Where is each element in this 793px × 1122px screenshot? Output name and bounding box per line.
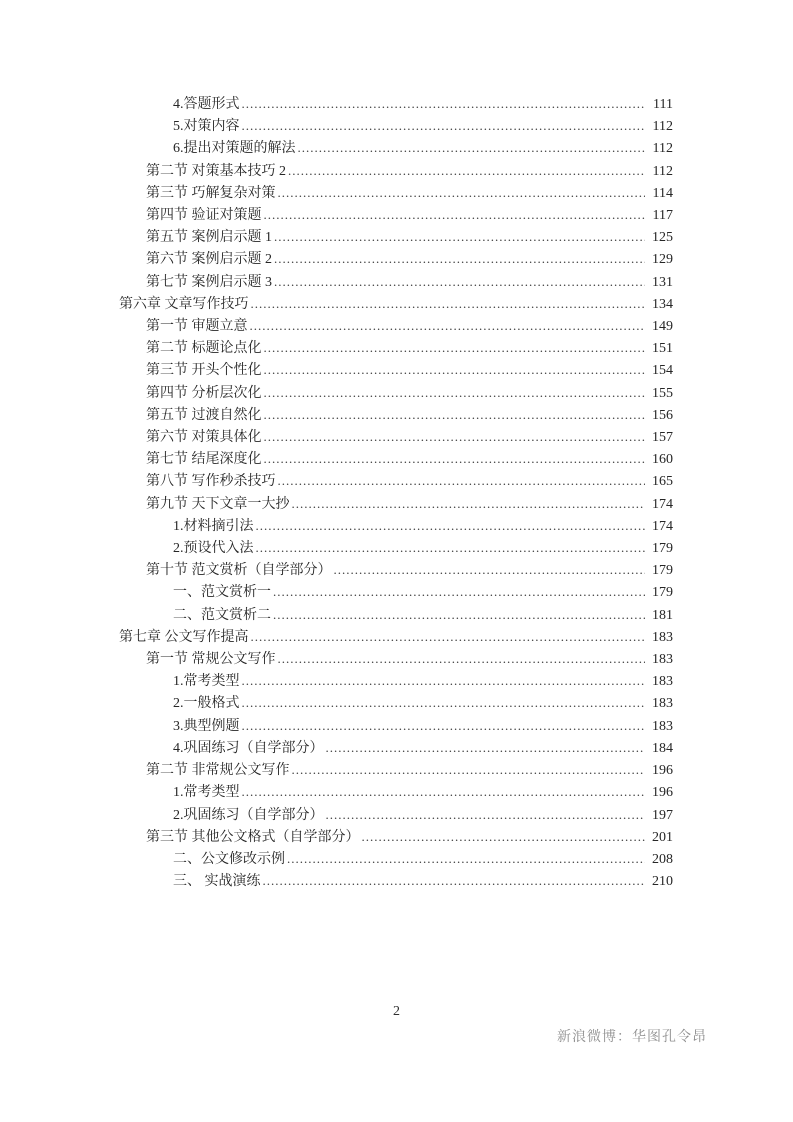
toc-entry[interactable] [146,315,673,337]
toc-entry[interactable] [146,493,673,515]
dot-leader [263,870,646,892]
toc-entry-title: 第四节 验证对策题 [146,208,262,224]
toc-entry[interactable] [146,648,673,670]
toc-entry[interactable] [173,715,673,737]
toc-entry[interactable] [173,781,673,803]
toc-entry[interactable] [173,848,673,870]
dot-leader [278,182,646,204]
toc-entry[interactable] [146,359,673,381]
toc-entry-page: 112 [652,141,673,157]
toc-entry-page: 149 [652,319,673,335]
dot-leader [273,581,645,603]
toc-entry[interactable] [146,448,673,470]
toc-entry[interactable] [146,759,673,781]
footer-watermark: 新浪微博：华图孔令昂 [557,1030,707,1045]
dot-leader [250,315,646,337]
dot-leader [264,404,646,426]
toc-entry[interactable] [146,182,673,204]
toc-entry-page: 114 [652,185,673,201]
toc-entry-page: 111 [653,97,673,112]
page-number: 2 [393,1004,400,1019]
toc-entry-title: 4.巩固练习（自学部分） [173,740,324,756]
dot-leader [326,737,646,759]
toc-entry-page: 183 [652,674,673,690]
toc-entry-page: 112 [652,119,673,135]
dot-leader [264,448,646,470]
dot-leader [298,137,646,159]
toc-entry-title: 第一节 审题立意 [146,319,248,335]
toc-entry-page: 174 [652,496,673,512]
toc-entry-page: 179 [652,563,673,579]
toc-entry-title: 第八节 写作秒杀技巧 [146,474,276,490]
dot-leader [334,559,646,581]
toc-entry-title: 第二节 标题论点化 [146,341,262,357]
dot-leader [278,648,646,670]
toc-entry-title: 第六节 对策具体化 [146,430,262,446]
toc-entry-title: 1.常考类型 [173,674,240,690]
toc-entry-title: 第三节 其他公文格式（自学部分） [146,829,360,845]
toc-entry-page: 183 [652,629,673,645]
toc-entry-title: 第五节 过渡自然化 [146,407,262,423]
toc-entry[interactable] [146,382,673,404]
toc-entry-page: 131 [652,274,673,290]
toc-entry-title: 第三节 巧解复杂对策 [146,185,276,201]
toc-entry-title: 4.答题形式 [173,97,240,112]
toc-entry-page: 155 [652,385,673,401]
toc-entry-title: 2.一般格式 [173,696,240,712]
dot-leader [292,493,646,515]
toc-entry[interactable] [146,160,673,182]
toc-entry-page: 156 [652,407,673,423]
toc-entry-title: 第六章 文章写作技巧 [119,296,249,312]
toc-entry-page: 210 [652,874,673,890]
toc-entry-title: 第四节 分析层次化 [146,385,262,401]
toc-entry[interactable] [146,404,673,426]
toc-entry[interactable] [173,581,673,603]
toc-entry-title: 第二节 非常规公文写作 [146,763,290,779]
toc-entry[interactable] [173,692,673,714]
toc-entry[interactable] [146,226,673,248]
toc-entry-page: 154 [652,363,673,379]
toc-entry-title: 第二节 对策基本技巧 2 [146,163,286,179]
toc-entry-title: 三、 实战演练 [173,874,261,890]
dot-leader [242,115,646,137]
dot-leader [274,248,645,270]
toc-entry-title: 2.巩固练习（自学部分） [173,807,324,823]
toc-entry[interactable] [146,204,673,226]
toc-entry[interactable] [173,870,673,892]
toc-entry-page: 196 [652,785,673,801]
toc-entry-page: 165 [652,474,673,490]
dot-leader [274,271,645,293]
toc-entry[interactable] [173,737,673,759]
dot-leader [326,804,646,826]
dot-leader [256,537,646,559]
toc-entry-title: 第九节 天下文章一大抄 [146,496,290,512]
dot-leader [264,359,646,381]
toc-entry-page: 174 [652,518,673,534]
dot-leader [362,826,646,848]
toc-entry-page: 129 [652,252,673,268]
toc-entry-title: 第六节 案例启示题 2 [146,252,272,268]
dot-leader [242,670,646,692]
toc-entry[interactable] [146,559,673,581]
toc-entry-page: 151 [652,341,673,357]
dot-leader [274,226,645,248]
toc-entry-title: 第五节 案例启示题 1 [146,230,272,246]
toc-entry-title: 一、范文赏析一 [173,585,271,601]
toc-entry-title: 第七节 案例启示题 3 [146,274,272,290]
toc-entry-title: 第一节 常规公文写作 [146,652,276,668]
dot-leader [242,93,646,115]
toc-entry-page: 183 [652,652,673,668]
toc-entry-title: 3.典型例题 [173,718,240,734]
toc-entry[interactable] [146,470,673,492]
dot-leader [251,293,646,315]
toc-entry-title: 第七节 结尾深度化 [146,452,262,468]
dot-leader [264,382,646,404]
toc-entry[interactable] [173,537,673,559]
toc-entry-page: 160 [652,452,673,468]
dot-leader [292,759,646,781]
toc-entry-title: 6.提出对策题的解法 [173,141,296,157]
toc-entry-page: 197 [652,807,673,823]
toc-entry-page: 117 [652,208,673,224]
toc-entry-page: 201 [652,829,673,845]
toc-entry-page: 179 [652,541,673,557]
toc-entry[interactable] [146,426,673,448]
dot-leader [251,626,646,648]
toc-entry-page: 181 [652,607,673,623]
toc-entry[interactable] [146,337,673,359]
toc-entry-title: 第三节 开头个性化 [146,363,262,379]
dot-leader [242,715,646,737]
dot-leader [264,426,646,448]
toc-entry-title: 1.材料摘引法 [173,518,254,534]
dot-leader [256,515,646,537]
toc-entry-title: 5.对策内容 [173,119,240,135]
toc-entry[interactable] [173,515,673,537]
dot-leader [288,160,645,182]
toc-entry-title: 1.常考类型 [173,785,240,801]
toc-entry-page: 179 [652,585,673,601]
toc-entry-page: 157 [652,430,673,446]
toc-entry-page: 134 [652,296,673,312]
toc-entry[interactable] [146,271,673,293]
toc-entry[interactable] [146,826,673,848]
toc-entry[interactable] [173,115,673,137]
toc-entry-page: 208 [652,851,673,867]
toc-entry-page: 183 [652,718,673,734]
toc-entry-page: 125 [652,230,673,246]
dot-leader [242,781,646,803]
toc-entry-page: 183 [652,696,673,712]
toc-entry[interactable] [173,93,673,115]
table-of-contents [0,93,793,892]
toc-entry[interactable] [119,293,673,315]
toc-entry-page: 184 [652,740,673,756]
toc-entry[interactable] [119,626,673,648]
toc-entry-title: 二、公文修改示例 [173,851,285,867]
toc-entry-page: 112 [652,163,673,179]
dot-leader [278,470,646,492]
toc-entry-title: 二、范文赏析二 [173,607,271,623]
toc-entry-title: 第十节 范文赏析（自学部分） [146,563,332,579]
toc-entry[interactable] [173,604,673,626]
dot-leader [264,204,646,226]
dot-leader [287,848,645,870]
dot-leader [264,337,646,359]
toc-entry-title: 2.预设代入法 [173,541,254,557]
toc-entry[interactable] [173,137,673,159]
toc-entry[interactable] [146,248,673,270]
toc-entry-title: 第七章 公文写作提高 [119,629,249,645]
dot-leader [242,692,646,714]
toc-entry[interactable] [173,670,673,692]
toc-entry[interactable] [173,804,673,826]
toc-entry-page: 196 [652,763,673,779]
dot-leader [273,604,645,626]
